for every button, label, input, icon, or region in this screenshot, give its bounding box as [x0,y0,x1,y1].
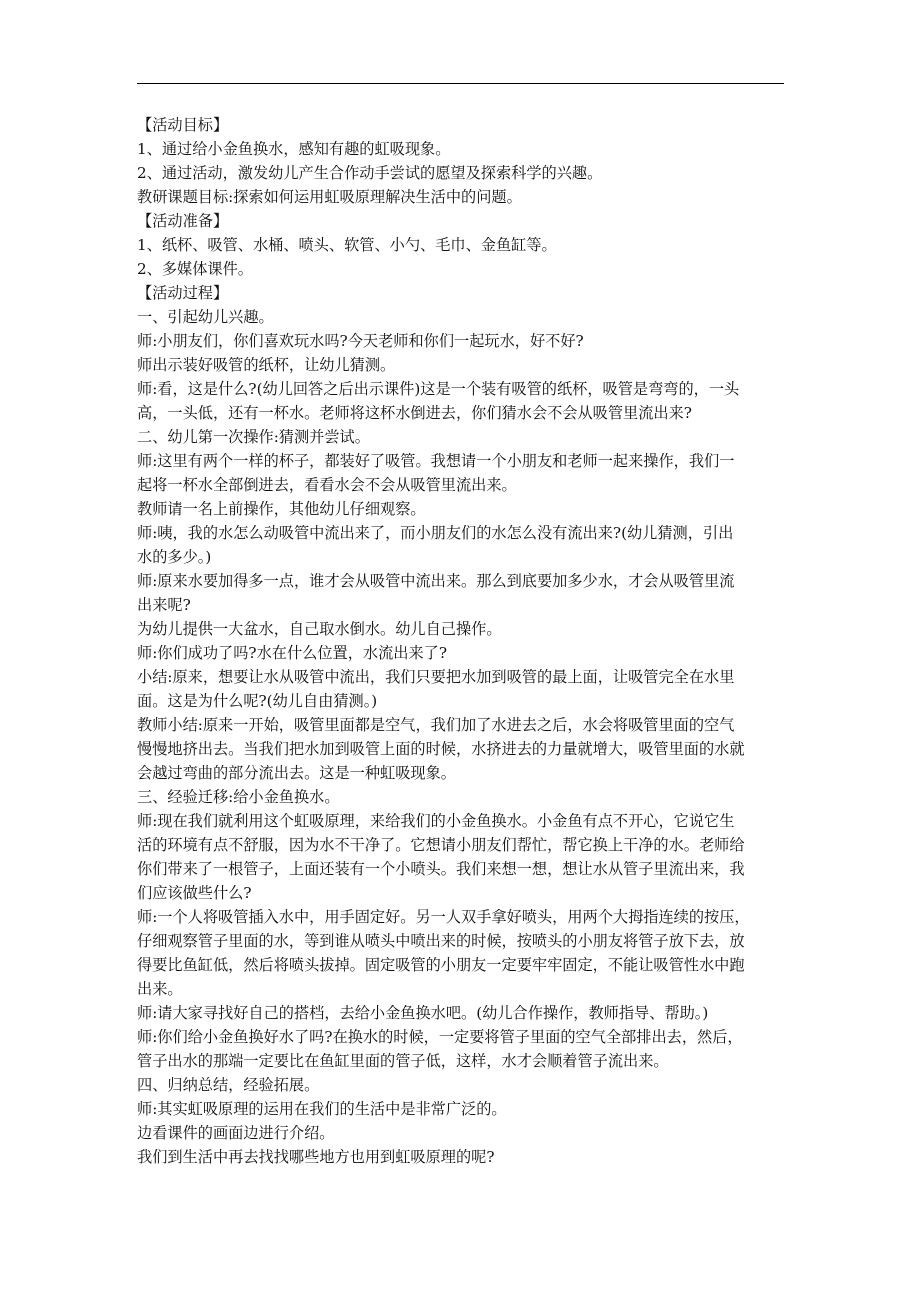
header-rule [137,83,784,84]
text-line: 【活动过程】 [137,284,229,302]
text-line: 教研课题目标:探索如何运用虹吸原理解决生活中的问题。 [137,188,522,206]
text-line: 你们带来了一根管子，上面还装有一个小喷头。我们来想一想，想让水从管子里流出来，我 [137,860,745,878]
text-line: 1、纸杯、吸管、水桶、喷头、软管、小勺、毛巾、金鱼缸等。 [137,236,557,254]
text-line: 管子出水的那端一定要比在鱼缸里面的管子低，这样，水才会顺着管子流出来。 [137,1052,669,1070]
text-line: 师:其实虹吸原理的运用在我们的生活中是非常广泛的。 [137,1100,507,1118]
text-line: 慢慢地挤出去。当我们把水加到吸管上面的时候，水挤进去的力量就增大，吸管里面的水就 [137,740,745,758]
text-line: 高，一头低，还有一杯水。老师将这杯水倒进去，你们猜水会不会从吸管里流出来? [137,404,692,422]
text-line: 【活动准备】 [137,212,229,230]
text-line: 【活动目标】 [137,116,229,134]
text-line: 教师请一名上前操作，其他幼儿仔细观察。 [137,500,426,518]
text-line: 四、归纳总结，经验拓展。 [137,1076,320,1094]
text-line: 一、引起幼儿兴趣。 [137,308,274,326]
text-line: 2、多媒体课件。 [137,260,253,278]
text-line: 师:你们给小金鱼换好水了吗?在换水的时候，一定要将管子里面的空气全部排出去，然后， [137,1028,743,1046]
text-line: 们应该做些什么? [137,884,252,902]
text-line: 起将一杯水全部倒进去，看看水会不会从吸管里流出来。 [137,476,517,494]
text-line: 边看课件的画面边进行介绍。 [137,1124,335,1142]
text-line: 师:请大家寻找好自己的搭档，去给小金鱼换水吧。(幼儿合作操作，教师指导、帮助。) [137,1004,709,1022]
text-line: 1、通过给小金鱼换水，感知有趣的虹吸现象。 [137,140,451,158]
text-line: 水的多少。) [137,548,212,566]
text-line: 师:你们成功了吗?水在什么位置，水流出来了? [137,644,447,662]
text-line: 出来呢? [137,596,191,614]
text-line: 为幼儿提供一大盆水，自己取水倒水。幼儿自己操作。 [137,620,502,638]
text-line: 小结:原来，想要让水从吸管中流出，我们只要把水加到吸管的最上面，让吸管完全在水里 [137,668,735,686]
text-line: 面。这是为什么呢?(幼儿自由猜测。) [137,692,378,710]
text-line: 师:一个人将吸管插入水中，用手固定好。另一人双手拿好喷头，用两个大拇指连续的按压， [137,908,750,926]
text-line: 出来。 [137,980,183,998]
text-line: 得要比鱼缸低，然后将喷头拔掉。固定吸管的小朋友一定要牢牢固定，不能让吸管性水中跑 [137,956,745,974]
text-line: 师:原来水要加得多一点，谁才会从吸管中流出来。那么到底要加多少水，才会从吸管里流 [137,572,735,590]
text-line: 仔细观察管子里面的水，等到谁从喷头中喷出来的时候，按喷头的小朋友将管子放下去，放 [137,932,745,950]
text-line: 会越过弯曲的部分流出去。这是一种虹吸现象。 [137,764,456,782]
text-line: 师出示装好吸管的纸杯，让幼儿猜测。 [137,356,396,374]
text-line: 三、经验迁移:给小金鱼换水。 [137,788,340,806]
text-line: 师:小朋友们，你们喜欢玩水吗?今天老师和你们一起玩水，好不好? [137,332,584,350]
text-line: 2、通过活动，激发幼儿产生合作动手尝试的愿望及探索科学的兴趣。 [137,164,603,182]
document-body [137,113,785,1169]
text-line: 师:现在我们就利用这个虹吸原理，来给我们的小金鱼换水。小金鱼有点不开心，它说它生 [137,812,735,830]
text-line: 师:看，这是什么?(幼儿回答之后出示课件)这是一个装有吸管的纸杯，吸管是弯弯的，一头 [137,380,740,398]
text-line: 师:咦，我的水怎么动吸管中流出来了，而小朋友们的水怎么没有流出来?(幼儿猜测，引出 [137,524,734,542]
text-line: 我们到生活中再去找找哪些地方也用到虹吸原理的呢? [137,1148,495,1166]
text-line: 二、幼儿第一次操作:猜测并尝试。 [137,428,370,446]
text-line: 活的环境有点不舒服，因为水不干净了。它想请小朋友们帮忙，帮它换上干净的水。老师给 [137,836,745,854]
text-line: 教师小结:原来一开始，吸管里面都是空气，我们加了水进去之后，水会将吸管里面的空气 [137,716,735,734]
text-line: 师:这里有两个一样的杯子，都装好了吸管。我想请一个小朋友和老师一起来操作，我们一 [137,452,735,470]
